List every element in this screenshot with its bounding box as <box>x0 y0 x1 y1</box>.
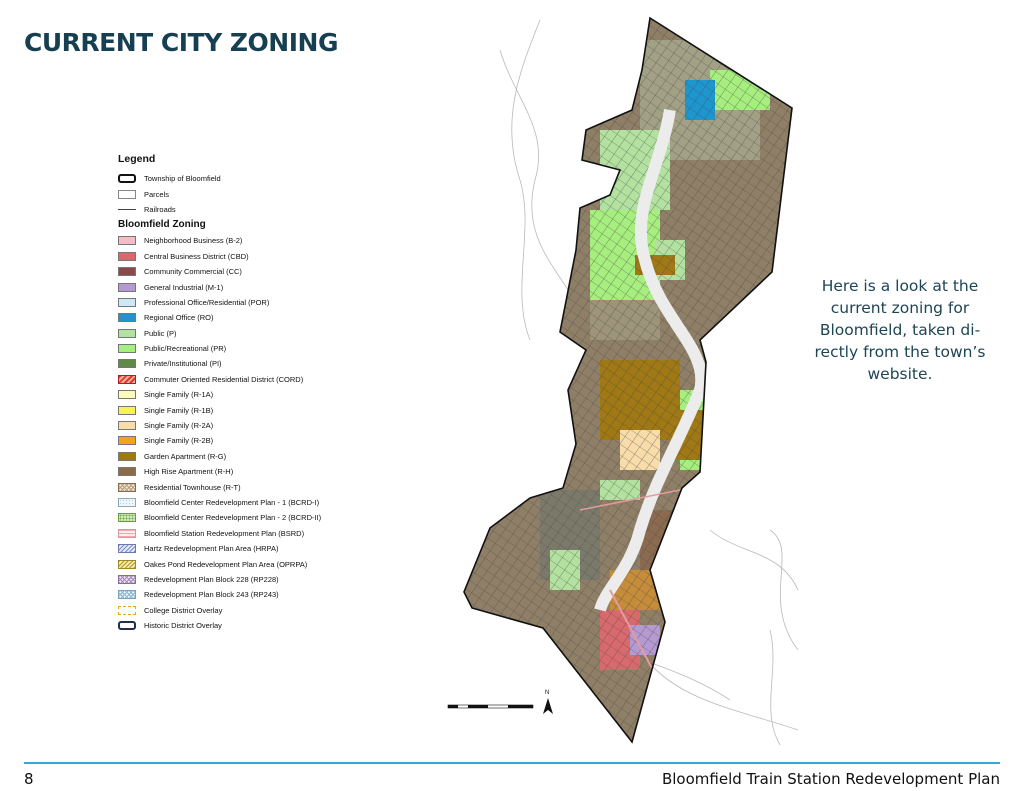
legend-swatch <box>118 344 136 353</box>
legend-swatch <box>118 298 136 307</box>
legend-swatch <box>118 436 136 445</box>
zoning-map <box>440 10 800 750</box>
legend-zoning-items <box>118 233 418 633</box>
legend-item <box>118 479 418 494</box>
legend-label: College District Overlay <box>144 605 223 615</box>
legend-swatch <box>118 313 136 322</box>
legend-swatch <box>118 390 136 399</box>
legend-label: General Industrial (M-1) <box>144 282 224 292</box>
legend-swatch <box>118 359 136 368</box>
legend-item <box>118 264 418 279</box>
legend-title: Legend <box>118 153 156 165</box>
legend-swatch <box>118 590 136 599</box>
legend-item <box>118 326 418 341</box>
legend-swatch <box>118 190 136 199</box>
legend-label: Residential Townhouse (R-T) <box>144 482 241 492</box>
map-legend <box>118 153 418 633</box>
legend-swatch <box>118 606 136 615</box>
legend-label: Township of Bloomfield <box>144 174 221 184</box>
legend-label: Bloomfield Center Redevelopment Plan - 1 (BCRD-I) <box>144 498 320 507</box>
legend-item <box>118 356 418 371</box>
legend-item <box>118 202 418 217</box>
legend-swatch <box>118 483 136 492</box>
legend-label: Professional Office/Residential (POR) <box>144 297 270 307</box>
legend-swatch <box>118 467 136 476</box>
zoning-legend-title: Bloomfield Zoning <box>118 219 206 231</box>
legend-label: Redevelopment Plan Block 243 (RP243) <box>144 590 279 600</box>
legend-swatch <box>118 544 136 553</box>
legend-swatch <box>118 174 136 183</box>
legend-swatch <box>118 513 136 522</box>
legend-label: Central Business District (CBD) <box>144 251 249 261</box>
caption-line: website. <box>867 365 933 383</box>
north-arrow-icon <box>543 690 553 714</box>
legend-label: Bloomfield Center Redevelopment Plan - 2 (BCRD-II) <box>144 513 322 523</box>
legend-item <box>118 510 418 525</box>
scale-bar <box>448 705 533 708</box>
caption-line: current zoning for <box>830 299 970 317</box>
legend-label: Single Family (R-1B) <box>144 405 214 415</box>
legend-item <box>118 418 418 433</box>
legend-item <box>118 464 418 479</box>
caption-line: rectly from the town’s <box>814 343 986 361</box>
legend-item <box>118 526 418 541</box>
caption-line: Bloomfield, taken di- <box>819 321 981 339</box>
legend-swatch <box>118 283 136 292</box>
legend-item <box>118 587 418 602</box>
map-caption <box>790 275 1010 385</box>
page-number: 8 <box>24 770 34 788</box>
legend-swatch <box>118 267 136 276</box>
legend-item <box>118 495 418 510</box>
legend-label: Hartz Redevelopment Plan Area (HRPA) <box>144 544 279 554</box>
legend-label: Single Family (R-1A) <box>144 390 214 400</box>
legend-item <box>118 387 418 402</box>
legend-label: Private/Institutional (PI) <box>144 359 222 369</box>
legend-label: Commuter Oriented Residential District (CORD) <box>144 374 304 384</box>
legend-swatch <box>118 452 136 461</box>
legend-item <box>118 295 418 310</box>
legend-item <box>118 618 418 633</box>
legend-label: Regional Office (RO) <box>144 313 214 323</box>
legend-item <box>118 171 418 186</box>
legend-label: Public/Recreational (PR) <box>144 344 227 354</box>
legend-item <box>118 433 418 448</box>
svg-text:N: N <box>545 690 550 696</box>
page-title: CURRENT CITY ZONING <box>24 28 338 57</box>
legend-swatch <box>118 406 136 415</box>
legend-item <box>118 402 418 417</box>
legend-item <box>118 310 418 325</box>
legend-label: Parcels <box>144 189 170 199</box>
legend-label: Redevelopment Plan Block 228 (RP228) <box>144 574 279 584</box>
legend-label: Bloomfield Station Redevelopment Plan (BSRD) <box>144 528 305 538</box>
legend-label: Historic District Overlay <box>144 621 222 631</box>
legend-swatch <box>118 560 136 569</box>
legend-label: Garden Apartment (R-G) <box>144 451 227 461</box>
legend-base-items <box>118 171 418 217</box>
township-fill <box>440 10 800 750</box>
legend-label: Oakes Pond Redevelopment Plan Area (OPRPA) <box>144 559 308 569</box>
caption-line: Here is a look at the <box>821 277 979 295</box>
legend-item <box>118 603 418 618</box>
legend-swatch <box>118 252 136 261</box>
legend-item <box>118 186 418 201</box>
legend-item <box>118 249 418 264</box>
legend-label: Neighborhood Business (B-2) <box>144 236 243 246</box>
legend-label: Railroads <box>144 204 176 214</box>
legend-label: Single Family (R-2B) <box>144 436 214 446</box>
legend-item <box>118 372 418 387</box>
document-title: Bloomfield Train Station Redevelopment Plan <box>661 770 1000 788</box>
legend-label: High Rise Apartment (R-H) <box>144 467 234 477</box>
legend-item <box>118 541 418 556</box>
legend-swatch <box>118 375 136 384</box>
legend-swatch <box>118 421 136 430</box>
legend-swatch <box>118 498 136 507</box>
legend-swatch <box>118 529 136 538</box>
legend-item <box>118 556 418 571</box>
legend-swatch <box>118 329 136 338</box>
legend-label: Single Family (R-2A) <box>144 421 214 431</box>
legend-item <box>118 279 418 294</box>
footer-rule <box>24 762 1000 764</box>
legend-swatch <box>118 621 136 630</box>
legend-label: Public (P) <box>144 328 177 338</box>
legend-swatch <box>118 575 136 584</box>
legend-swatch <box>118 209 136 210</box>
legend-item <box>118 572 418 587</box>
legend-swatch <box>118 236 136 245</box>
legend-item <box>118 449 418 464</box>
legend-label: Community Commercial (CC) <box>144 267 242 277</box>
legend-item <box>118 233 418 248</box>
legend-item <box>118 341 418 356</box>
